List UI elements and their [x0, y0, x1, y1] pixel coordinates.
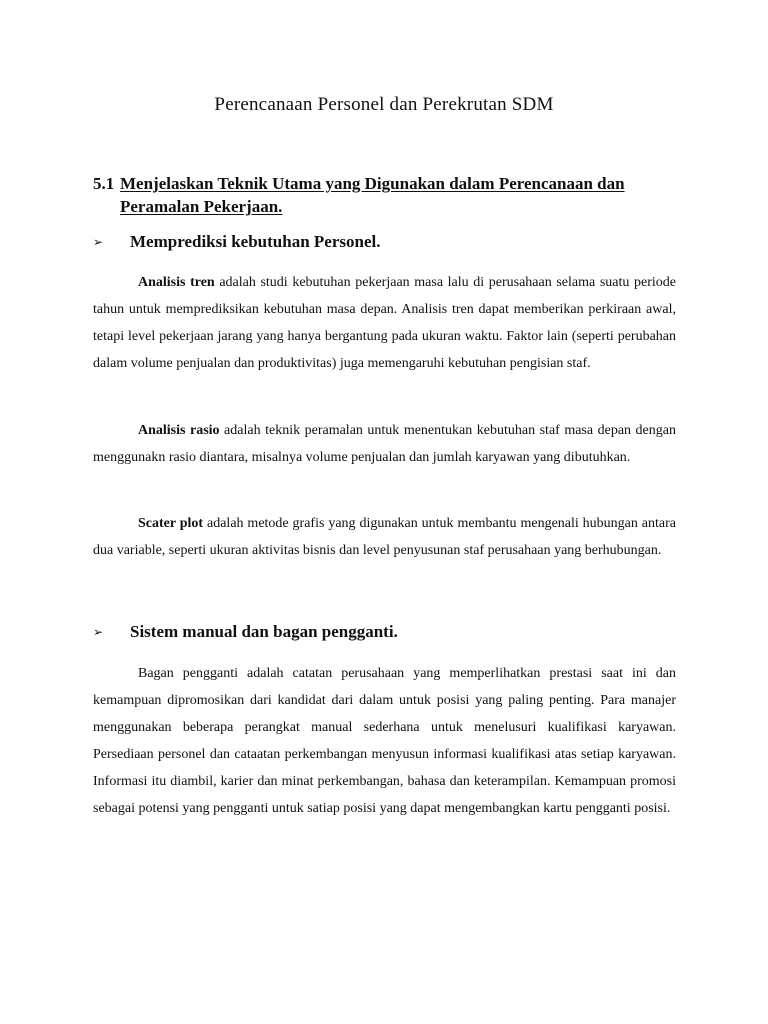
arrow-bullet-icon: ➢: [93, 235, 104, 249]
paragraph-text: Bagan pengganti adalah catatan perusahaan yang memperlihatkan prestasi saat ini dan kemampuan dipromosikan dari kandidat dari dalam untuk posisi yang paling penting. Para manajer menggunakan beberapa perangkat manual sederhana untuk menelusuri kualifikasi karyawan. Persediaan personel dan cataatan perkembangan menyusun informasi kualifikasi atas setiap karyawan. Informasi itu diambil, karier dan minat perkembangan, bahasa dan keterampilan. Kemampuan promosi sebagai potensi yang pengganti untuk satiap posisi yang dapat mengembangkan kartu pengganti posisi.: [93, 666, 676, 816]
section-title-part-2: Peramalan Pekerjaan.: [120, 197, 283, 216]
document-title: Perencanaan Personel dan Perekrutan SDM: [214, 94, 554, 115]
paragraph-lead-term: Analisis tren: [138, 275, 215, 290]
paragraph-lead-term: Analisis rasio: [138, 423, 220, 438]
paragraph-text: adalah metode grafis yang digunakan untuk membantu mengenali hubungan antara dua variable, seperti ukuran aktivitas bisnis dan level penyusunan staf perusahaan yang berhubungan.: [93, 516, 676, 558]
paragraph-text: adalah teknik peramalan untuk menentukan kebutuhan staf masa depan dengan menggunakn rasio diantara, misalnya volume penjualan dan jumlah karyawan yang dibutuhkan.: [93, 423, 676, 465]
bullet-item-memprediksi: [93, 232, 380, 252]
bullet-label: Sistem manual dan bagan pengganti.: [130, 622, 398, 641]
section-heading-line-2: [93, 195, 683, 218]
bullet-item-sistem-manual: [93, 622, 398, 642]
paragraph-analisis-tren: [93, 269, 676, 377]
paragraph-analisis-rasio: [93, 417, 676, 471]
bullet-label: Memprediksi kebutuhan Personel.: [130, 232, 381, 251]
paragraph-bagan-pengganti: [93, 660, 676, 822]
section-heading: [93, 172, 683, 218]
section-title-part-1: Menjelaskan Teknik Utama yang Digunakan dalam Perencanaan dan: [120, 174, 625, 193]
paragraph-lead-term: Scater plot: [138, 516, 204, 531]
section-heading-line-1: [93, 172, 683, 195]
section-number: 5.1: [93, 174, 115, 193]
arrow-bullet-icon: ➢: [93, 625, 104, 639]
paragraph-scater-plot: [93, 510, 676, 564]
paragraph-text: adalah studi kebutuhan pekerjaan masa lalu di perusahaan selama suatu periode tahun untuk memprediksikan kebutuhan masa depan. Analisis tren dapat memberikan perkiraan awal, tetapi level pekerjaan jarang yang hanya bergantung pada ukuran waktu. Faktor lain (seperti perubahan dalam volume penjualan dan produktivitas) juga memengaruhi kebutuhan pengisian staf.: [93, 275, 676, 371]
